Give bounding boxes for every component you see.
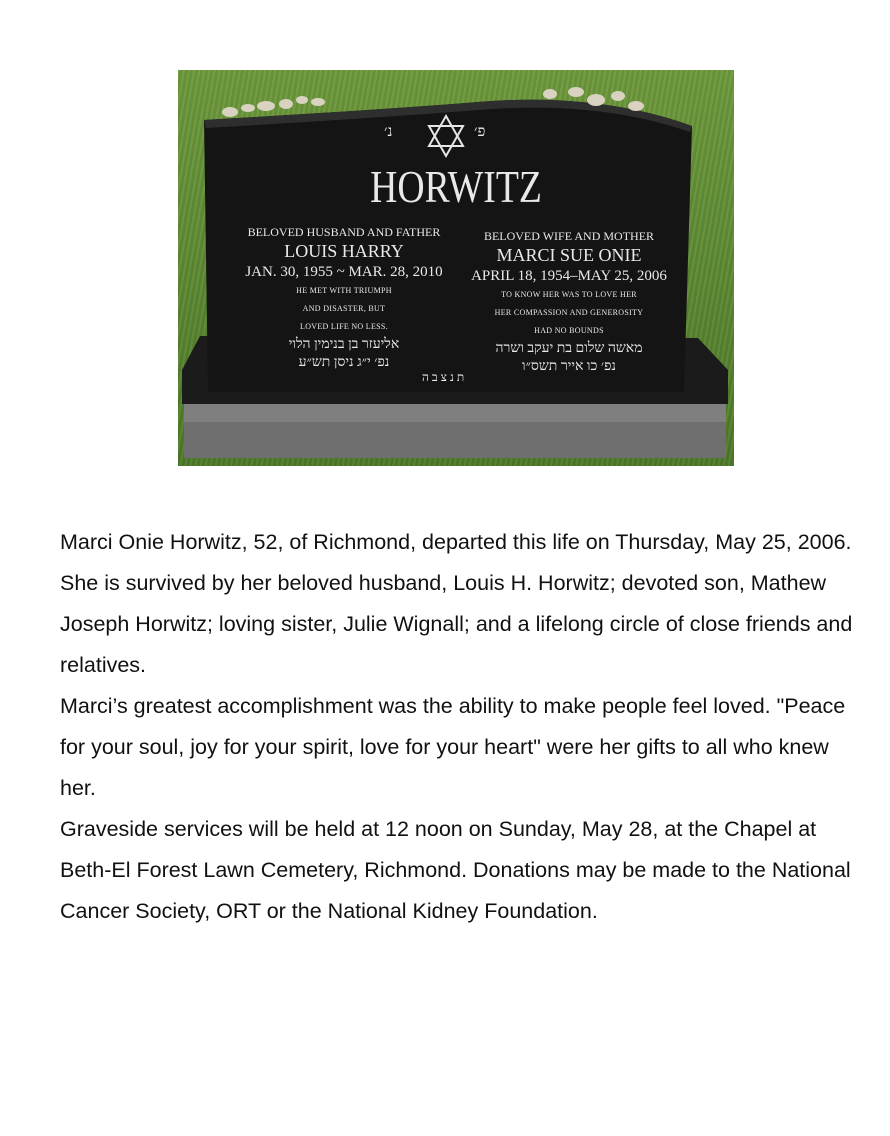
obituary-paragraph-1: Marci Onie Horwitz, 52, of Richmond, departed this life on Thursday, May 25, 2006. She is survived by her beloved husband, Louis H. Horwitz; devoted son, Mathew Joseph Horwitz; loving sister, Julie Wignall; and a lifelong circle of close friends and relatives. (60, 530, 853, 677)
hebrew-name-left: אליעזר בן בנימין הלוי (288, 337, 400, 352)
epitaph-right-3: HAD NO BOUNDS (534, 326, 604, 335)
name-left: LOUIS HARRY (284, 241, 404, 261)
hebrew-date-left: נפ׳ י״ג ניסן תש״ע (298, 355, 390, 370)
dates-right: APRIL 18, 1954–MAY 25, 2006 (471, 268, 667, 284)
epithet-right: BELOVED WIFE AND MOTHER (483, 229, 655, 243)
hebrew-abbreviation: ת נ צ ב ה (422, 370, 465, 384)
headstone-surname: HORWITZ (370, 161, 542, 212)
hebrew-name-right: מאשה שלום בת יעקב ושרה (495, 341, 643, 356)
obituary-paragraph-3: Graveside services will be held at 12 noon on Sunday, May 28, at the Chapel at Beth-El Forest Lawn Cemetery, Richmond. Donations may be made to the National Cancer Society, ORT or the National Kidney Foundation. (60, 817, 851, 923)
hebrew-initials-left: פ׳ (474, 124, 486, 140)
hebrew-initials-right: נ׳ (384, 124, 393, 140)
obituary-paragraph-2: Marci’s greatest accomplishment was the ability to make people feel loved. "Peace for your soul, joy for your spirit, love for your heart" were her gifts to all who knew her. (60, 694, 846, 800)
epitaph-left-1: HE MET WITH TRIUMPH (296, 286, 392, 295)
inscription-left (234, 224, 454, 372)
hebrew-date-right: נפ׳ כו אייר תשס״ו (522, 359, 616, 374)
epitaph-right-1: TO KNOW HER WAS TO LOVE HER (501, 290, 637, 299)
epitaph-left-3: LOVED LIFE NO LESS. (300, 322, 388, 331)
epitaph-left-2: AND DISASTER, BUT (302, 304, 386, 313)
obituary-text (60, 522, 860, 932)
name-right: MARCI SUE ONIE (496, 245, 642, 265)
dates-left: JAN. 30, 1955 ~ MAR. 28, 2010 (245, 264, 443, 280)
epitaph-right-2: HER COMPASSION AND GENEROSITY (494, 308, 644, 317)
headstone-photo (178, 70, 734, 466)
inscription-right (456, 228, 682, 376)
epithet-left: BELOVED HUSBAND AND FATHER (247, 225, 441, 239)
